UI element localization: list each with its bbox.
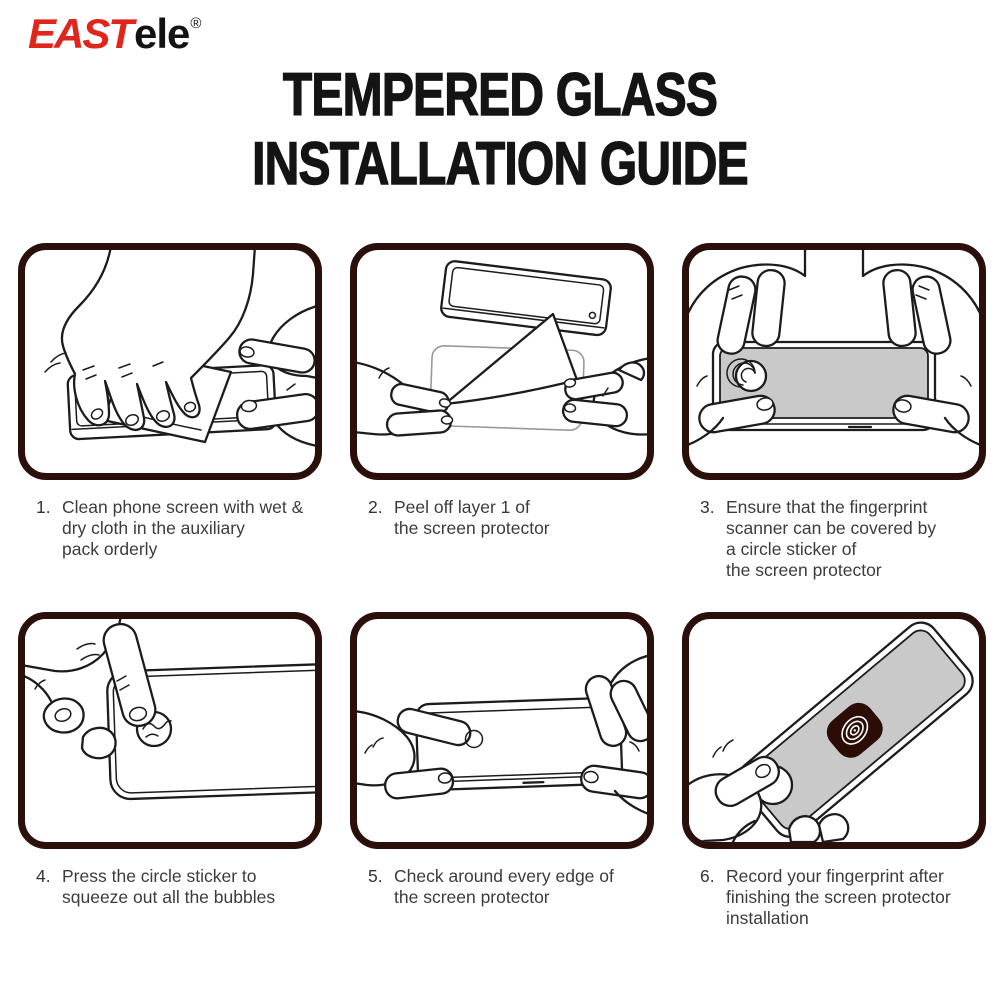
step-2-caption xyxy=(350,497,654,539)
page-title-line2: INSTALLATION GUIDE xyxy=(252,130,748,197)
page-title-line1: TEMPERED GLASS xyxy=(282,61,718,128)
step-caption-line: Peel off layer 1 of xyxy=(394,497,530,517)
step-caption-line: the screen protector xyxy=(394,887,550,907)
step-number: 4. xyxy=(36,866,51,886)
step-caption-line: squeeze out all the bubbles xyxy=(62,887,276,907)
step-caption-line: a circle sticker of xyxy=(726,539,857,559)
step-6 xyxy=(682,612,986,981)
registered-trademark-icon: ® xyxy=(190,15,202,32)
brand-logo-ele: ele xyxy=(134,10,190,57)
step-number: 3. xyxy=(700,497,715,517)
clean-phone-illustration xyxy=(25,250,315,473)
peeled-layer-flap xyxy=(445,314,577,404)
step-caption-line: Press the circle sticker to xyxy=(62,866,257,886)
phone xyxy=(731,619,979,842)
step-caption-line: the screen protector xyxy=(726,560,882,580)
step-caption-line: pack orderly xyxy=(62,539,158,559)
phone xyxy=(440,260,612,336)
right-pinching-hand xyxy=(562,358,647,435)
step-1-caption xyxy=(18,497,322,560)
step-4 xyxy=(18,612,322,981)
step-1-panel xyxy=(18,243,322,480)
step-6-panel xyxy=(682,612,986,849)
step-5-caption xyxy=(350,866,654,908)
step-3-caption xyxy=(682,497,986,581)
press-sticker-illustration xyxy=(25,619,315,842)
step-caption-line: Clean phone screen with wet & xyxy=(62,497,304,517)
left-pinching-hand xyxy=(357,362,453,436)
step-5-panel xyxy=(350,612,654,849)
installation-steps-grid xyxy=(18,243,986,981)
step-caption-line: installation xyxy=(726,908,809,928)
step-number: 5. xyxy=(368,866,383,886)
brand-logo-east: EAST xyxy=(28,10,133,57)
step-3-panel xyxy=(682,243,986,480)
step-6-caption xyxy=(682,866,986,929)
step-caption-line: scanner can be covered by xyxy=(726,518,937,538)
step-2 xyxy=(350,243,654,612)
step-4-caption xyxy=(18,866,322,908)
step-number: 1. xyxy=(36,497,51,517)
check-edges-illustration xyxy=(357,619,647,842)
fingerprint-scanner-illustration xyxy=(689,250,979,473)
step-caption-line: the screen protector xyxy=(394,518,550,538)
step-4-panel xyxy=(18,612,322,849)
step-caption-line: dry cloth in the auxiliary xyxy=(62,518,245,538)
step-caption-line: Check around every edge of xyxy=(394,866,614,886)
step-3 xyxy=(682,243,986,612)
brand-logo xyxy=(28,10,201,58)
peel-layer-illustration xyxy=(357,250,647,473)
step-1 xyxy=(18,243,322,612)
step-caption-line: finishing the screen protector xyxy=(726,887,951,907)
step-5 xyxy=(350,612,654,981)
step-number: 2. xyxy=(368,497,383,517)
step-caption-line: Ensure that the fingerprint xyxy=(726,497,928,517)
step-number: 6. xyxy=(700,866,715,886)
step-caption-line: Record your fingerprint after xyxy=(726,866,944,886)
page-title xyxy=(100,60,900,198)
step-2-panel xyxy=(350,243,654,480)
record-fingerprint-illustration xyxy=(689,619,979,842)
